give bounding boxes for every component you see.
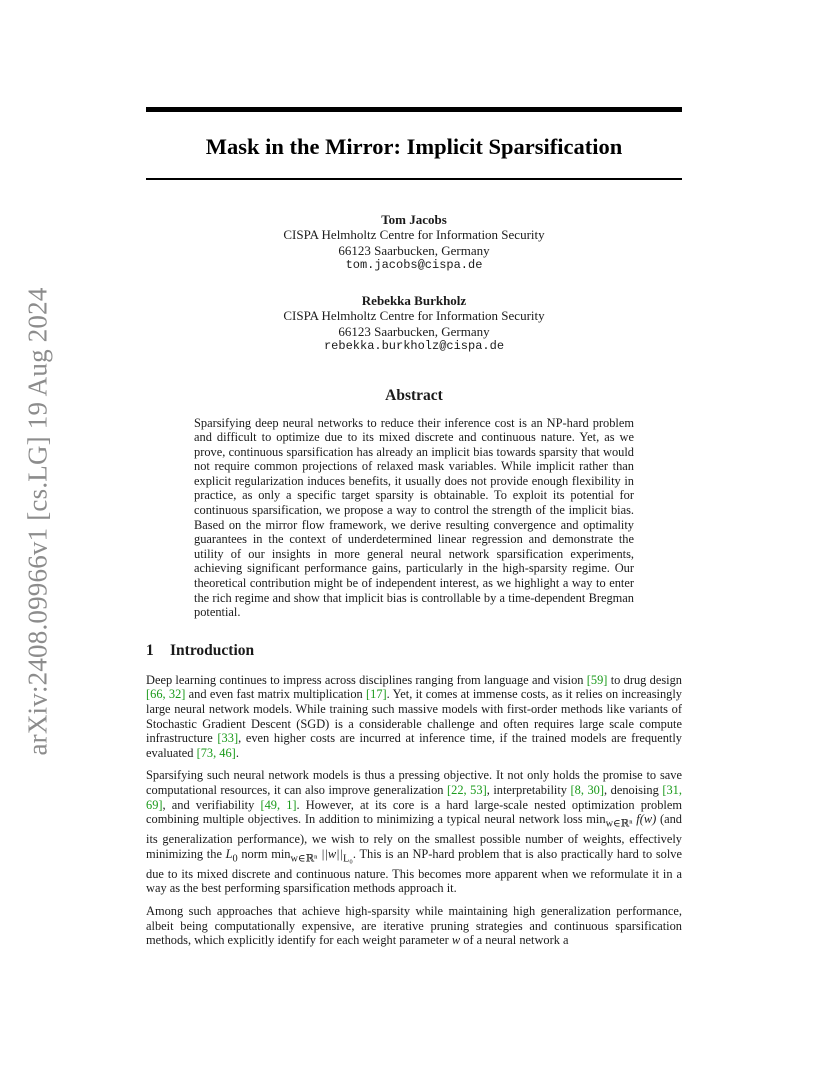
text-run: Among such approaches that achieve high-sparsity while maintaining high generalization performance, albeit being computationally expensive, are iterative pruning strategies and continuous sparsification methods, which explicitly identify for each weight parameter [146, 904, 682, 948]
intro-paragraph-3 [146, 904, 682, 948]
abstract-text: Sparsifying deep neural networks to reduce their inference cost is an NP-hard problem and difficult to optimize due to its mixed discrete and continuous nature. Yet, as we prove, continuous sparsification has already an implicit bias towards sparsity that would not require common projections of relaxed mask variables. While implicit rather than explicit regularization induces benefits, it usually does not provide enough flexibility in practice, as only a specific target sparsity is obtainable. To exploit its potential for continuous sparsification, we propose a way to control the strength of the implicit bias. Based on the mirror flow framework, we derive resulting convergence and optimality guarantees in the context of underdetermined linear regression and demonstrate the utility of our insights in more general neural network sparsification experiments, achieving significant performance gains, particularly in the high-sparsity regime. Our theoretical contribution might be of independent interest, as we highlight a way to enter the rich regime and show that implicit bias is controllable by a time-dependent Bregman potential. [194, 415, 634, 620]
math-inline [586, 812, 657, 830]
section-heading [146, 642, 682, 660]
math-subscript: w∈ℝⁿ [605, 818, 633, 830]
math-operator: min [586, 812, 606, 827]
math-expression: ||w|| [317, 846, 343, 861]
citation-link[interactable]: [33] [217, 731, 239, 746]
text-run: Sparsifying such neural network models is thus a pressing objective. It not only holds the promise to save computational resources, it can also improve generalization [146, 768, 682, 797]
citation-link[interactable]: [73, 46] [196, 745, 236, 760]
citation-link[interactable]: [66, 32] [146, 687, 186, 702]
intro-paragraph-1 [146, 673, 682, 761]
math-inline [271, 846, 353, 865]
author-email[interactable]: rebekka.burkholz@cispa.de [323, 339, 505, 353]
math-inline [225, 846, 238, 865]
author-address: 66123 Saarbucken, Germany [338, 323, 490, 339]
text-run: and even fast matrix multiplication [185, 687, 367, 702]
author-name: Rebekka Burkholz [361, 292, 467, 308]
title-rule-top [146, 107, 682, 112]
intro-paragraph-2 [146, 768, 682, 896]
text-run: norm [237, 846, 272, 861]
math-symbol: L [225, 846, 233, 861]
text-run: of a neural network a [460, 933, 569, 948]
text-run: , and verifiability [162, 797, 261, 812]
citation-link[interactable]: [49, 1] [260, 797, 297, 812]
author-name: Tom Jacobs [381, 211, 447, 227]
text-run: , even higher costs are incurred at inference time, if the trained models are frequently evaluated [146, 731, 682, 760]
text-run: (and its generalization performance), we wish to rely on the smallest possible number of weights, effectively minimizing the [146, 812, 682, 861]
section-title: Introduction [170, 641, 255, 659]
text-run: , denoising [604, 782, 663, 797]
arxiv-identifier-text: arXiv:2408.09966v1 [cs.LG] 19 Aug 2024 [22, 286, 53, 756]
abstract-heading: Abstract [385, 386, 443, 404]
author-block-2 [146, 293, 682, 355]
math-subscript: L₀ [342, 853, 353, 865]
text-run: . However, at its core is a hard large-scale nested optimization problem combining multiple objectives. In addition to minimizing a typical neural network loss [146, 797, 682, 827]
text-run: Deep learning continues to impress across disciplines ranging from language and vision [146, 672, 587, 687]
citation-link[interactable]: [59] [586, 672, 608, 687]
math-symbol: w [451, 933, 461, 948]
author-address: 66123 Saarbucken, Germany [338, 242, 490, 258]
author-affiliation: CISPA Helmholtz Centre for Information Security [283, 227, 545, 242]
author-email[interactable]: tom.jacobs@cispa.de [345, 258, 483, 272]
math-operator: min [271, 846, 291, 861]
paper-page [146, 107, 682, 956]
author-affiliation: CISPA Helmholtz Centre for Information Security [283, 308, 545, 323]
text-run: . This is an NP-hard problem that is also practically hard to solve due to its mixed discrete and continuous nature. This becomes more apparent when we reformulate it in a way as the best performing sparsification methods approach it. [146, 846, 682, 896]
text-run: , interpretability [486, 782, 571, 797]
title-rule-bottom [146, 178, 682, 180]
citation-link[interactable]: [17] [366, 687, 387, 702]
citation-link[interactable]: [8, 30] [570, 782, 604, 797]
math-expression: f(w) [632, 812, 657, 827]
arxiv-identifier [14, 278, 62, 764]
paper-title: Mask in the Mirror: Implicit Sparsification [205, 134, 623, 159]
text-run: . [235, 745, 239, 760]
text-run: . Yet, it comes at immense costs, as it relies on increasingly large neural network models. While training such massive models with first-order methods like variants of Stochastic Gradient Descent (SGD) is a considerable challenge and often requires large scale compute infrastructure [146, 687, 683, 746]
math-subscript: 0 [232, 853, 238, 865]
section-number: 1 [146, 641, 154, 659]
citation-link[interactable]: [22, 53] [447, 782, 487, 797]
text-run: to drug design [607, 672, 682, 687]
citation-link[interactable]: [31, 69] [146, 782, 682, 812]
math-subscript: w∈ℝⁿ [290, 853, 318, 865]
author-block-1 [146, 212, 682, 274]
